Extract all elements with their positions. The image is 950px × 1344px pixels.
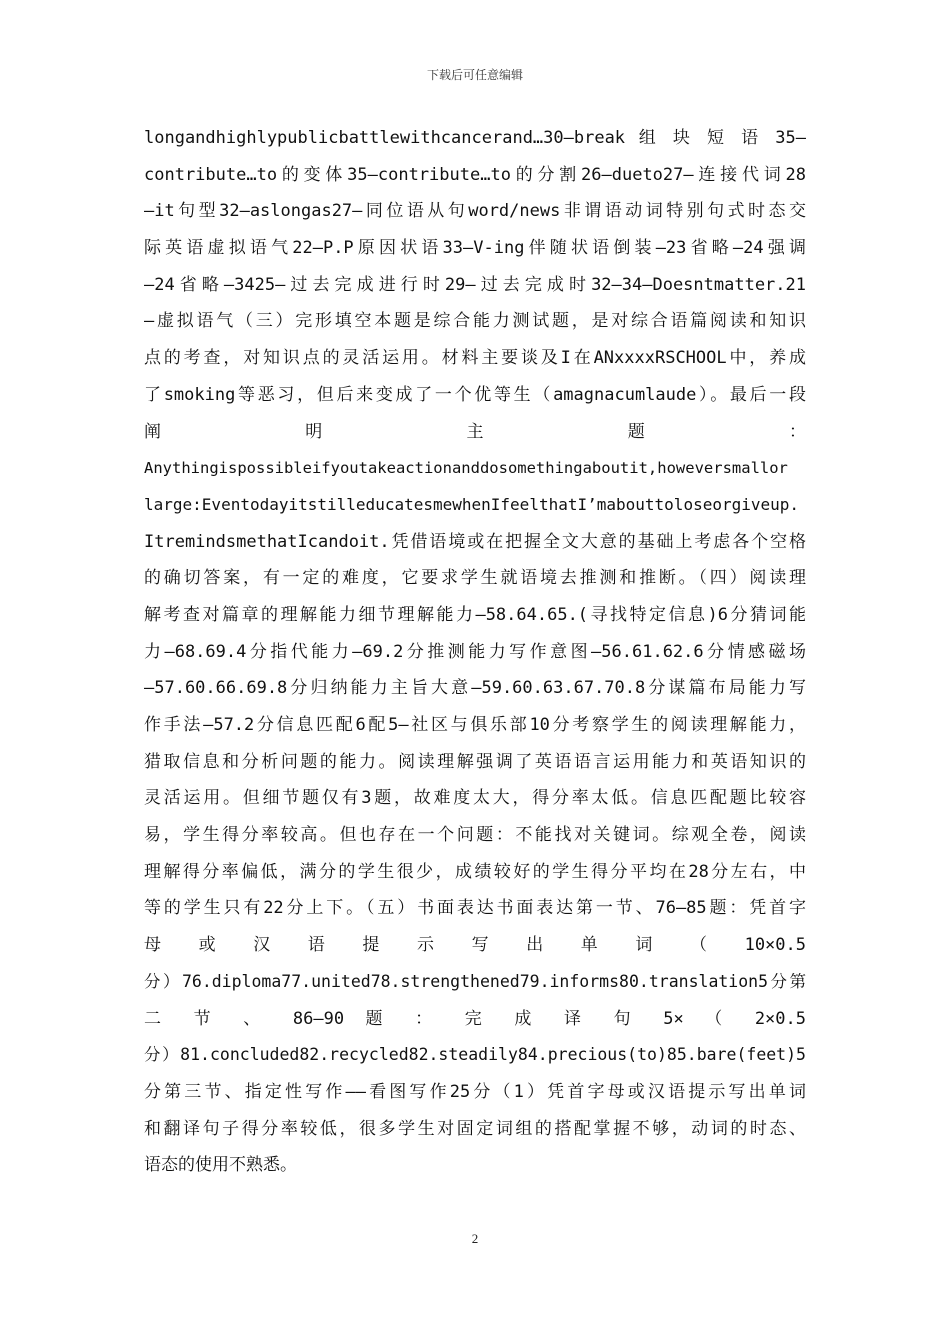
text-line: 分）76.diploma77.united78.strengthened79.informs80.translation5分第: [144, 971, 806, 991]
text-line: large:EventodayitstilleducatesmewhenIfeelthatI’mabouttoloseorgiveup.: [144, 494, 800, 514]
text-line: 作手法—57.2分信息匹配6配5—社区与俱乐部10分考察学生的阅读理解能力，: [144, 715, 806, 735]
text-line: 解考查对篇章的理解能力细节理解能力—58.64.65.(寻找特定信息)6分猜词能: [144, 604, 806, 625]
text-line: 点的考查，对知识点的灵活运用。材料主要谈及I在ANxxxxRSCHOOL中，养成: [144, 348, 806, 369]
text-line: longandhighlypublicbattlewithcancerand…30—break 组 块 短 语 35—: [144, 128, 806, 148]
text-line: ItremindsmethatIcandoit.凭借语境或在把握全文大意的基础上考虑各个空格: [144, 531, 806, 552]
text-line: 分第三节、指定性写作——看图写作25分（1）凭首字母或汉语提示写出单词: [144, 1081, 806, 1102]
text-line: —24省略—3425—过去完成进行时29—过去完成时32—34—Doesntmatter.21: [144, 274, 806, 295]
text-line: 力—68.69.4分指代能力—69.2分推测能力写作意图—56.61.62.6分情感磁场: [144, 641, 806, 662]
text-line: 猎取信息和分析问题的能力。阅读理解强调了英语语言运用能力和英语知识的: [144, 751, 806, 772]
text-line: Anythingispossibleifyoutakeactionanddosomethingaboutit,howeversmallor: [144, 459, 788, 478]
text-line: —it句型32—aslongas27—同位语从句word/news非谓语动词特别句式时态交: [144, 201, 806, 222]
text-line: 的确切答案，有一定的难度，它要求学生就语境去推测和推断。（四）阅读理: [144, 568, 806, 589]
text-line: —虚拟语气（三）完形填空本题是综合能力测试题，是对综合语篇阅读和知识: [144, 311, 806, 332]
text-line-last: 语态的使用不熟悉。: [144, 1155, 297, 1176]
text-line: 阐 明 主 题 ：: [144, 421, 806, 442]
text-line: 易，学生得分率较高。但也存在一个问题：不能找对关键词。综观全卷，阅读: [144, 825, 806, 846]
body-text: [144, 120, 806, 1184]
text-line: 母 或 汉 语 提 示 写 出 单 词 （ 10×0.5: [144, 935, 806, 956]
page-header: 下载后可任意编辑: [426, 68, 523, 82]
text-line: 理解得分率偏低，满分的学生很少，成绩较好的学生得分平均在28分左右，中: [144, 861, 806, 882]
text-line: 了smoking等恶习，但后来变成了一个优等生（amagnacumlaude）。最后一段: [144, 384, 806, 405]
text-line: 二 节 、 86—90 题 ： 完 成 译 句 5× （ 2×0.5: [144, 1008, 806, 1029]
text-line: 灵活运用。但细节题仅有3题，故难度太大，得分率太低。信息匹配题比较容: [144, 788, 806, 809]
page-number: 2: [471, 1231, 479, 1246]
text-line: 等的学生只有22分上下。（五）书面表达书面表达第一节、76—85题：凭首字: [144, 898, 806, 919]
text-line: 际英语虚拟语气22—P.P原因状语33—V-ing伴随状语倒装—23省略—24强调: [144, 238, 806, 259]
text-line: 分）81.concluded82.recycled82.steadily84.precious(to)85.bare(feet)5: [144, 1045, 806, 1065]
text-line: 和翻译句子得分率较低，很多学生对固定词组的搭配掌握不够，动词的时态、: [144, 1118, 806, 1139]
text-line: —57.60.66.69.8分归纳能力主旨大意—59.60.63.67.70.8分谋篇布局能力写: [144, 678, 806, 699]
text-line: contribute…to的变体35—contribute…to的分割26—dueto27—连接代词28: [144, 164, 806, 185]
